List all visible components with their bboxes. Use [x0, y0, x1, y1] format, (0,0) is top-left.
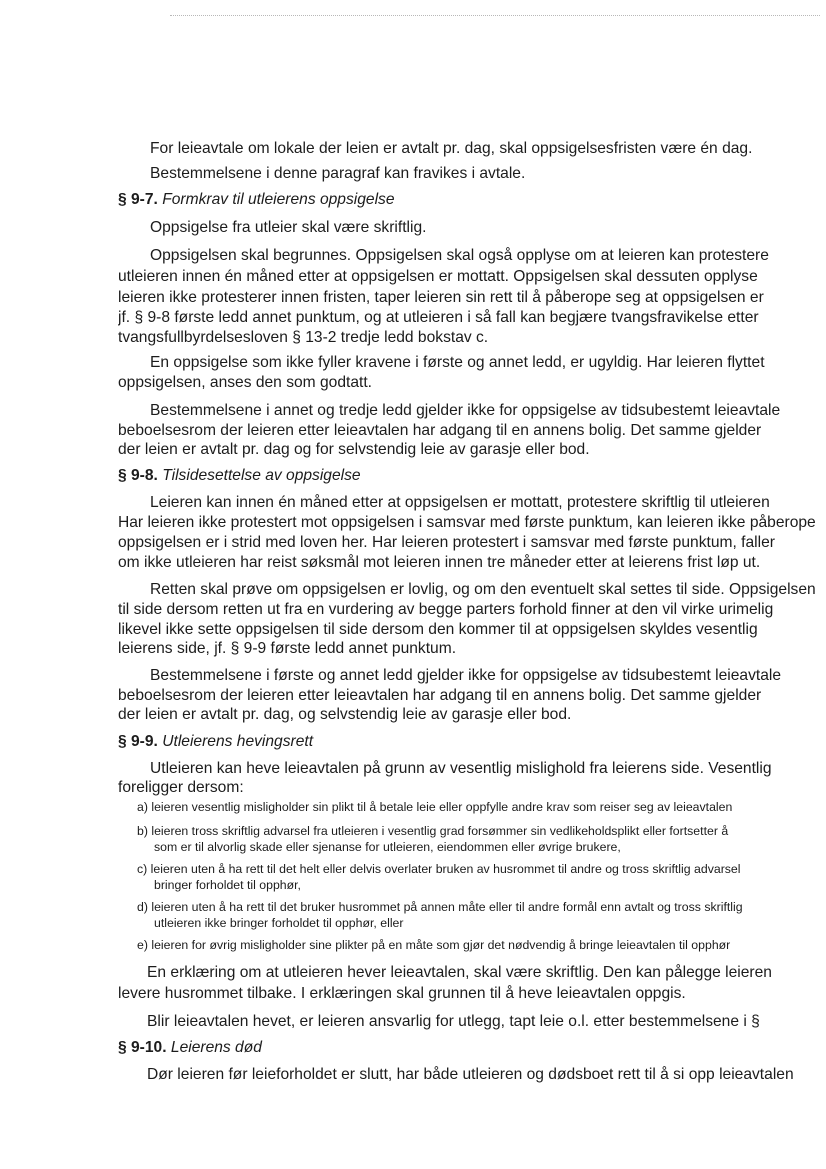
list-item-b-cont: som er til alvorlig skade eller sjenanse for utleieren, eiendommen eller øvrige brukere, — [154, 840, 621, 854]
paragraph-line: likevel ikke sette oppsigelsen til side dersom den kommer til at oppsigelsen skyldes vesentlig — [118, 621, 758, 638]
list-item-d-cont: utleieren ikke bringer forholdet til opphør, eller — [154, 916, 404, 930]
section-number: § 9-8. — [118, 467, 158, 484]
paragraph-line: Retten skal prøve om oppsigelsen er lovlig, og om den eventuelt skal settes til side. Oppsigelsen — [150, 581, 816, 598]
section-number: § 9-7. — [118, 191, 158, 208]
paragraph-line: Oppsigelsen skal begrunnes. Oppsigelsen skal også opplyse om at leieren kan protestere — [150, 247, 769, 264]
paragraph-line: til side dersom retten ut fra en vurdering av begge parters forhold finner at den vil virke urimelig — [118, 601, 774, 618]
section-title: Utleierens hevingsrett — [162, 733, 314, 750]
paragraph-line: Dør leieren før leieforholdet er slutt, har både utleieren og dødsboet rett til å si opp leieavtalen — [147, 1066, 794, 1083]
paragraph-line: oppsigelsen er i strid med loven her. Har leieren protestert i samsvar med første punktum, faller — [118, 534, 775, 551]
paragraph-line: En erklæring om at utleieren hever leieavtalen, skal være skriftlig. Den kan pålegge leieren — [147, 964, 772, 981]
paragraph-line: Utleieren kan heve leieavtalen på grunn av vesentlig mislighold fra leierens side. Vesentlig — [150, 760, 772, 777]
scan-edge-line — [170, 15, 820, 16]
paragraph-line: jf. § 9-8 første ledd annet punktum, og at utleieren i så fall kan begjære tvangsfravikelse etter — [118, 309, 759, 326]
section-heading-9-8 — [118, 465, 826, 487]
paragraph-line: leieren ikke protesterer innen fristen, taper leieren sin rett til å påberope seg at oppsigelsen er — [118, 289, 764, 306]
list-item-b: b) leieren tross skriftlig advarsel fra utleieren i vesentlig grad forsømmer sin vedlikeholdsplikt eller fortsetter å — [137, 824, 729, 838]
paragraph-line: Bestemmelsene i første og annet ledd gjelder ikke for oppsigelse av tidsubestemt leieavtale — [150, 667, 782, 684]
paragraph-line: der leien er avtalt pr. dag, og selvstendig leie av garasje eller bod. — [118, 706, 572, 723]
list-item-c-cont: bringer forholdet til opphør, — [154, 878, 301, 892]
list-item-d: d) leieren uten å ha rett til det bruker husrommet på annen måte eller til andre formål enn avtalt og tross skriftlig — [137, 900, 743, 914]
paragraph-line: Bestemmelsene i annet og tredje ledd gjelder ikke for oppsigelse av tidsubestemt leieavtale — [150, 402, 781, 419]
paragraph-line: beboelsesrom der leieren etter leieavtalen har adgang til en annens bolig. Det samme gjelder — [118, 422, 762, 439]
paragraph-line: der leien er avtalt pr. dag og for selvstendig leie av garasje eller bod. — [118, 441, 590, 458]
paragraph-line: utleieren innen én måned etter at oppsigelsen er mottatt. Oppsigelsen skal dessuten opplyse — [118, 268, 758, 285]
paragraph-line: En oppsigelse som ikke fyller kravene i første og annet ledd, er ugyldig. Har leieren flyttet — [150, 354, 765, 371]
list-item-a: a) leieren vesentlig misligholder sin plikt til å betale leie eller oppfylle andre krav som reiser seg av leieavtalen — [137, 800, 733, 814]
paragraph-line: leierens side, jf. § 9-9 første ledd annet punktum. — [118, 640, 457, 657]
paragraph-line: oppsigelsen, anses den som godtatt. — [118, 374, 372, 391]
paragraph-line: tvangsfullbyrdelsesloven § 13-2 tredje ledd bokstav c. — [118, 329, 489, 346]
list-item-c: c) leieren uten å ha rett til det helt eller delvis overlater bruken av husrommet til andre og tross skriftlig advarsel — [137, 862, 741, 876]
paragraph-line: For leieavtale om lokale der leien er avtalt pr. dag, skal oppsigelsesfristen være én dag. — [150, 140, 753, 157]
section-heading-9-7 — [118, 189, 826, 211]
paragraph-line: Blir leieavtalen hevet, er leieren ansvarlig for utlegg, tapt leie o.l. etter bestemmelsene i § — [147, 1013, 760, 1030]
section-number: § 9-9. — [118, 733, 158, 750]
paragraph-line: Bestemmelsene i denne paragraf kan fravikes i avtale. — [150, 165, 526, 182]
section-title: Formkrav til utleierens oppsigelse — [162, 191, 395, 208]
section-title: Tilsidesettelse av oppsigelse — [162, 467, 361, 484]
section-heading-9-9 — [118, 731, 826, 753]
paragraph-line: levere husrommet tilbake. I erklæringen skal grunnen til å heve leieavtalen oppgis. — [118, 985, 686, 1002]
section-title: Leierens død — [170, 1039, 262, 1056]
list-item-e: e) leieren for øvrig misligholder sine plikter på en måte som gjør det nødvendig å bringe leieavtalen til opphør — [137, 938, 731, 952]
paragraph-line: foreligger dersom: — [118, 779, 244, 796]
paragraph-line: om ikke utleieren har reist søksmål mot leieren innen tre måneder etter at leierens frist løp ut. — [118, 554, 761, 571]
paragraph-line: beboelsesrom der leieren etter leieavtalen har adgang til en annens bolig. Det samme gjelder — [118, 687, 762, 704]
section-number: § 9-10. — [118, 1039, 167, 1056]
section-heading-9-10 — [118, 1037, 826, 1059]
paragraph-line: Oppsigelse fra utleier skal være skriftlig. — [150, 219, 427, 236]
paragraph-line: Har leieren ikke protestert mot oppsigelsen i samsvar med første punktum, kan leieren ikke påberope — [118, 514, 816, 531]
paragraph-line: Leieren kan innen én måned etter at oppsigelsen er mottatt, protestere skriftlig til utleieren — [150, 494, 770, 511]
